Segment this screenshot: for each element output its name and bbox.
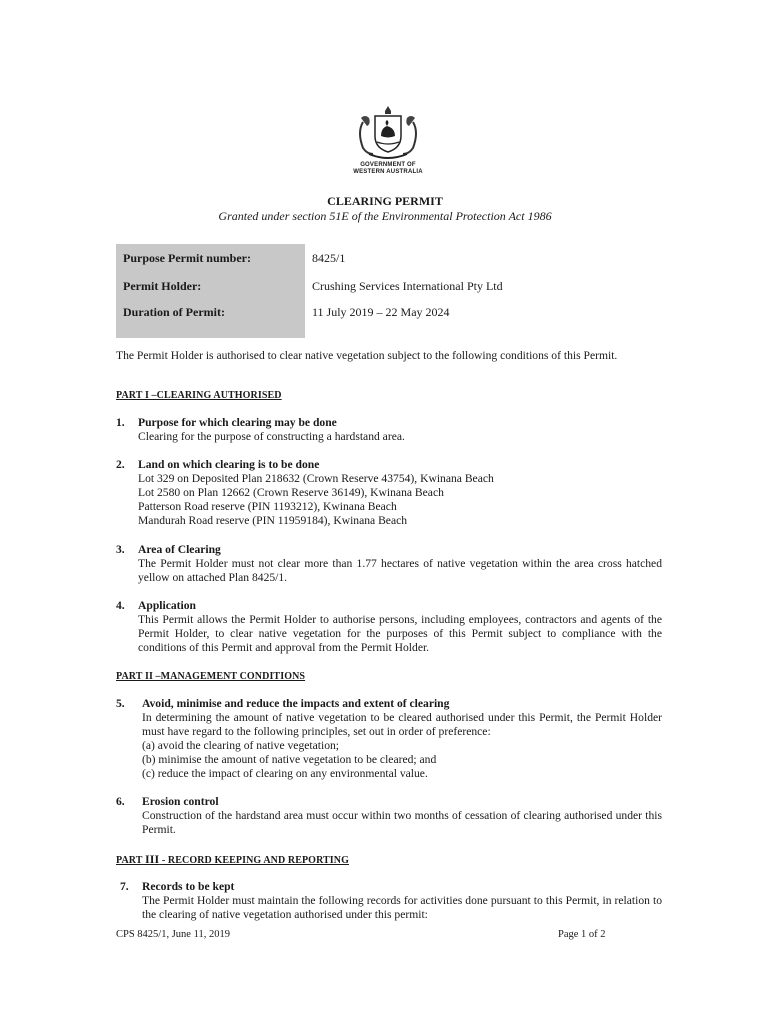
- condition-item: [116, 599, 662, 655]
- condition-item: [116, 795, 662, 837]
- condition-heading: Application: [138, 599, 196, 612]
- part-1-heading: PART I –CLEARING AUTHORISED: [116, 390, 282, 401]
- government-crest: [348, 104, 428, 182]
- table-row: [116, 244, 672, 272]
- intro-paragraph: The Permit Holder is authorised to clear native vegetation subject to the following conditions of this Permit.: [116, 349, 618, 362]
- condition-heading: Purpose for which clearing may be done: [138, 416, 337, 429]
- info-value: 8425/1: [312, 251, 346, 265]
- condition-body: This Permit allows the Permit Holder to authorise persons, including employees, contractors and agents of the Permit Holder, to clear native vegetation for the purposes of this Permit subject to compliance with the conditions of this Permit and approval from the Permit Holder.: [138, 613, 662, 654]
- part-3-title: - RECORD KEEPING AND REPORTING: [161, 855, 349, 866]
- part-3-prefix: PART: [116, 855, 143, 866]
- document-title: CLEARING PERMIT: [327, 194, 443, 208]
- condition-number: 3.: [116, 543, 125, 556]
- condition-number: 6.: [116, 795, 125, 808]
- condition-heading: Land on which clearing is to be done: [138, 458, 320, 471]
- condition-body: (a) avoid the clearing of native vegetation;: [142, 739, 340, 752]
- condition-item: [116, 458, 662, 528]
- info-label: Permit Holder:: [116, 272, 305, 300]
- part-2-heading: PART II –MANAGEMENT CONDITIONS: [116, 671, 306, 682]
- footer-reference: CPS 8425/1, June 11, 2019: [116, 929, 230, 940]
- condition-heading: Erosion control: [142, 795, 219, 808]
- condition-item: [116, 697, 662, 781]
- crest-icon: [355, 104, 421, 162]
- condition-item: [120, 880, 662, 922]
- condition-body: The Permit Holder must not clear more than 1.77 hectares of native vegetation within the area cross hatched yellow on attached Plan 8425/1.: [138, 557, 662, 584]
- condition-body: Patterson Road reserve (PIN 1193212), Kwinana Beach: [138, 500, 397, 513]
- crest-line-1: GOVERNMENT OF: [360, 162, 416, 168]
- condition-number: 5.: [116, 697, 125, 710]
- condition-heading: Avoid, minimise and reduce the impacts and extent of clearing: [142, 697, 450, 710]
- condition-body: (b) minimise the amount of native vegetation to be cleared; and: [142, 753, 437, 766]
- condition-number: 2.: [116, 458, 125, 471]
- condition-body: In determining the amount of native vegetation to be cleared authorised under this Permit, the Permit Holder must have regard to the following principles, set out in order of preference:: [142, 711, 662, 738]
- permit-info-table: [116, 244, 672, 338]
- condition-body: (c) reduce the impact of clearing on any environmental value.: [142, 767, 428, 780]
- condition-body: Clearing for the purpose of constructing a hardstand area.: [138, 430, 405, 443]
- document-subtitle: Granted under section 51E of the Environmental Protection Act 1986: [218, 209, 552, 223]
- condition-body: The Permit Holder must maintain the following records for activities done pursuant to this Permit, in relation to the clearing of native vegetation authorised under this permit:: [142, 894, 662, 921]
- condition-body: Mandurah Road reserve (PIN 11959184), Kwinana Beach: [138, 514, 408, 527]
- table-row: [116, 300, 672, 338]
- condition-number: 1.: [116, 416, 125, 429]
- page-number: Page 1 of 2: [558, 929, 606, 940]
- condition-body: Construction of the hardstand area must occur within two months of cessation of clearing authorised under this Permit.: [142, 809, 662, 836]
- condition-heading: Records to be kept: [142, 880, 235, 893]
- condition-body: Lot 329 on Deposited Plan 218632 (Crown Reserve 43754), Kwinana Beach: [138, 472, 494, 485]
- condition-number: 4.: [116, 599, 125, 612]
- info-label: Duration of Permit:: [116, 300, 305, 338]
- condition-item: [116, 416, 662, 444]
- info-label: Purpose Permit number:: [116, 244, 305, 272]
- crest-line-2: WESTERN AUSTRALIA: [353, 169, 423, 175]
- info-value: Crushing Services International Pty Ltd: [312, 279, 503, 293]
- info-value: 11 July 2019 – 22 May 2024: [312, 305, 450, 319]
- condition-item: [116, 543, 662, 585]
- table-row: [116, 272, 672, 300]
- condition-heading: Area of Clearing: [138, 543, 221, 556]
- part-3-number: III: [144, 852, 160, 866]
- part-3-heading: [116, 852, 349, 868]
- condition-body: Lot 2580 on Plan 12662 (Crown Reserve 36149), Kwinana Beach: [138, 486, 444, 499]
- condition-number: 7.: [120, 880, 129, 893]
